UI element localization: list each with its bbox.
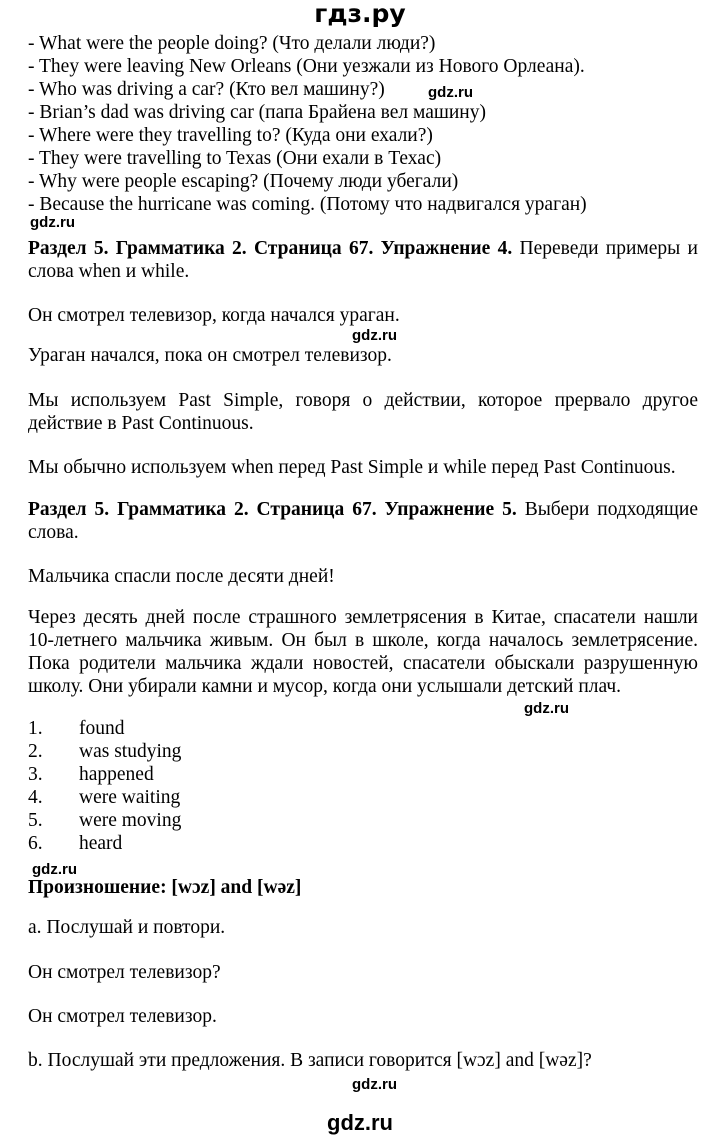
item-number: 3.	[28, 764, 43, 785]
watermark: gdz.ru	[30, 214, 75, 231]
exercise-5-header	[28, 498, 698, 544]
pronunciation-statement: Он смотрел телевизор.	[28, 1006, 217, 1027]
watermark: gdz.ru	[352, 1076, 397, 1093]
exercise-4-line-2: Ураган начался, пока он смотрел телевизор.	[28, 345, 392, 366]
dialogue-line-3: - Who was driving a car? (Кто вел машину?)	[28, 79, 385, 100]
item-answer: was studying	[79, 741, 182, 762]
pronunciation-task-a: a. Послушай и повтори.	[28, 917, 226, 938]
exercise-5-heading: Раздел 5. Грамматика 2. Страница 67. Упражнение 5.	[28, 499, 517, 520]
exercise-4-line-1: Он смотрел телевизор, когда начался ураган.	[28, 305, 400, 326]
pronunciation-heading: Произношение: [wɔz] and [wəz]	[28, 877, 302, 898]
dialogue-line-4: - Brian’s dad was driving car (папа Брайена вел машину)	[28, 102, 486, 123]
exercise-4-heading: Раздел 5. Грамматика 2. Страница 67. Упражнение 4.	[28, 238, 513, 259]
item-number: 6.	[28, 833, 43, 854]
dialogue-line-5: - Where were they travelling to? (Куда они ехали?)	[28, 125, 433, 146]
exercise-4-header	[28, 237, 698, 283]
item-answer: found	[79, 718, 125, 739]
dialogue-line-7: - Why were people escaping? (Почему люди убегали)	[28, 171, 459, 192]
footer-site: gdz.ru	[327, 1110, 393, 1135]
pronunciation-task-b: b. Послушай эти предложения. В записи говорится [wɔz] and [wəz]?	[28, 1050, 592, 1071]
item-number: 1.	[28, 718, 43, 739]
dialogue-line-8: - Because the hurricane was coming. (Потому что надвигался ураган)	[28, 194, 587, 215]
pronunciation-question: Он смотрел телевизор?	[28, 962, 221, 983]
watermark: gdz.ru	[352, 327, 397, 344]
item-answer: heard	[79, 833, 123, 854]
site-title: гдз.ру	[314, 0, 406, 28]
item-number: 2.	[28, 741, 43, 762]
watermark: gdz.ru	[428, 84, 473, 101]
dialogue-line-1: - What were the people doing? (Что делали люди?)	[28, 33, 436, 54]
item-answer: were moving	[79, 810, 182, 831]
exercise-5-task: Выбери подходящие слова.	[28, 499, 698, 543]
item-number: 4.	[28, 787, 43, 808]
exercise-4-line-3: Мы используем Past Simple, говоря о действии, которое прервало другое действие в Past Continuous.	[28, 390, 698, 434]
dialogue-line-2: - They were leaving New Orleans (Они уезжали из Нового Орлеана).	[28, 56, 585, 77]
item-number: 5.	[28, 810, 43, 831]
watermark: gdz.ru	[32, 861, 77, 878]
exercise-5-text: Через десять дней после страшного землетрясения в Китае, спасатели нашли 10-летнего мальчика живым. Он был в школе, когда началось землетрясение. Пока родители мальчика ждали новостей, спасатели обыскали разрушенную школу. Они убирали камни и мусор, когда они услышали детский плач.	[28, 607, 698, 697]
item-answer: happened	[79, 764, 154, 785]
exercise-5-title: Мальчика спасли после десяти дней!	[28, 566, 335, 587]
exercise-4-line-4: Мы обычно используем when перед Past Simple и while перед Past Continuous.	[28, 457, 676, 478]
item-answer: were waiting	[79, 787, 181, 808]
watermark: gdz.ru	[524, 700, 569, 717]
exercise-4-task: Переведи примеры и слова when и while.	[28, 238, 698, 282]
dialogue-line-6: - They were travelling to Texas (Они ехали в Техас)	[28, 148, 442, 169]
